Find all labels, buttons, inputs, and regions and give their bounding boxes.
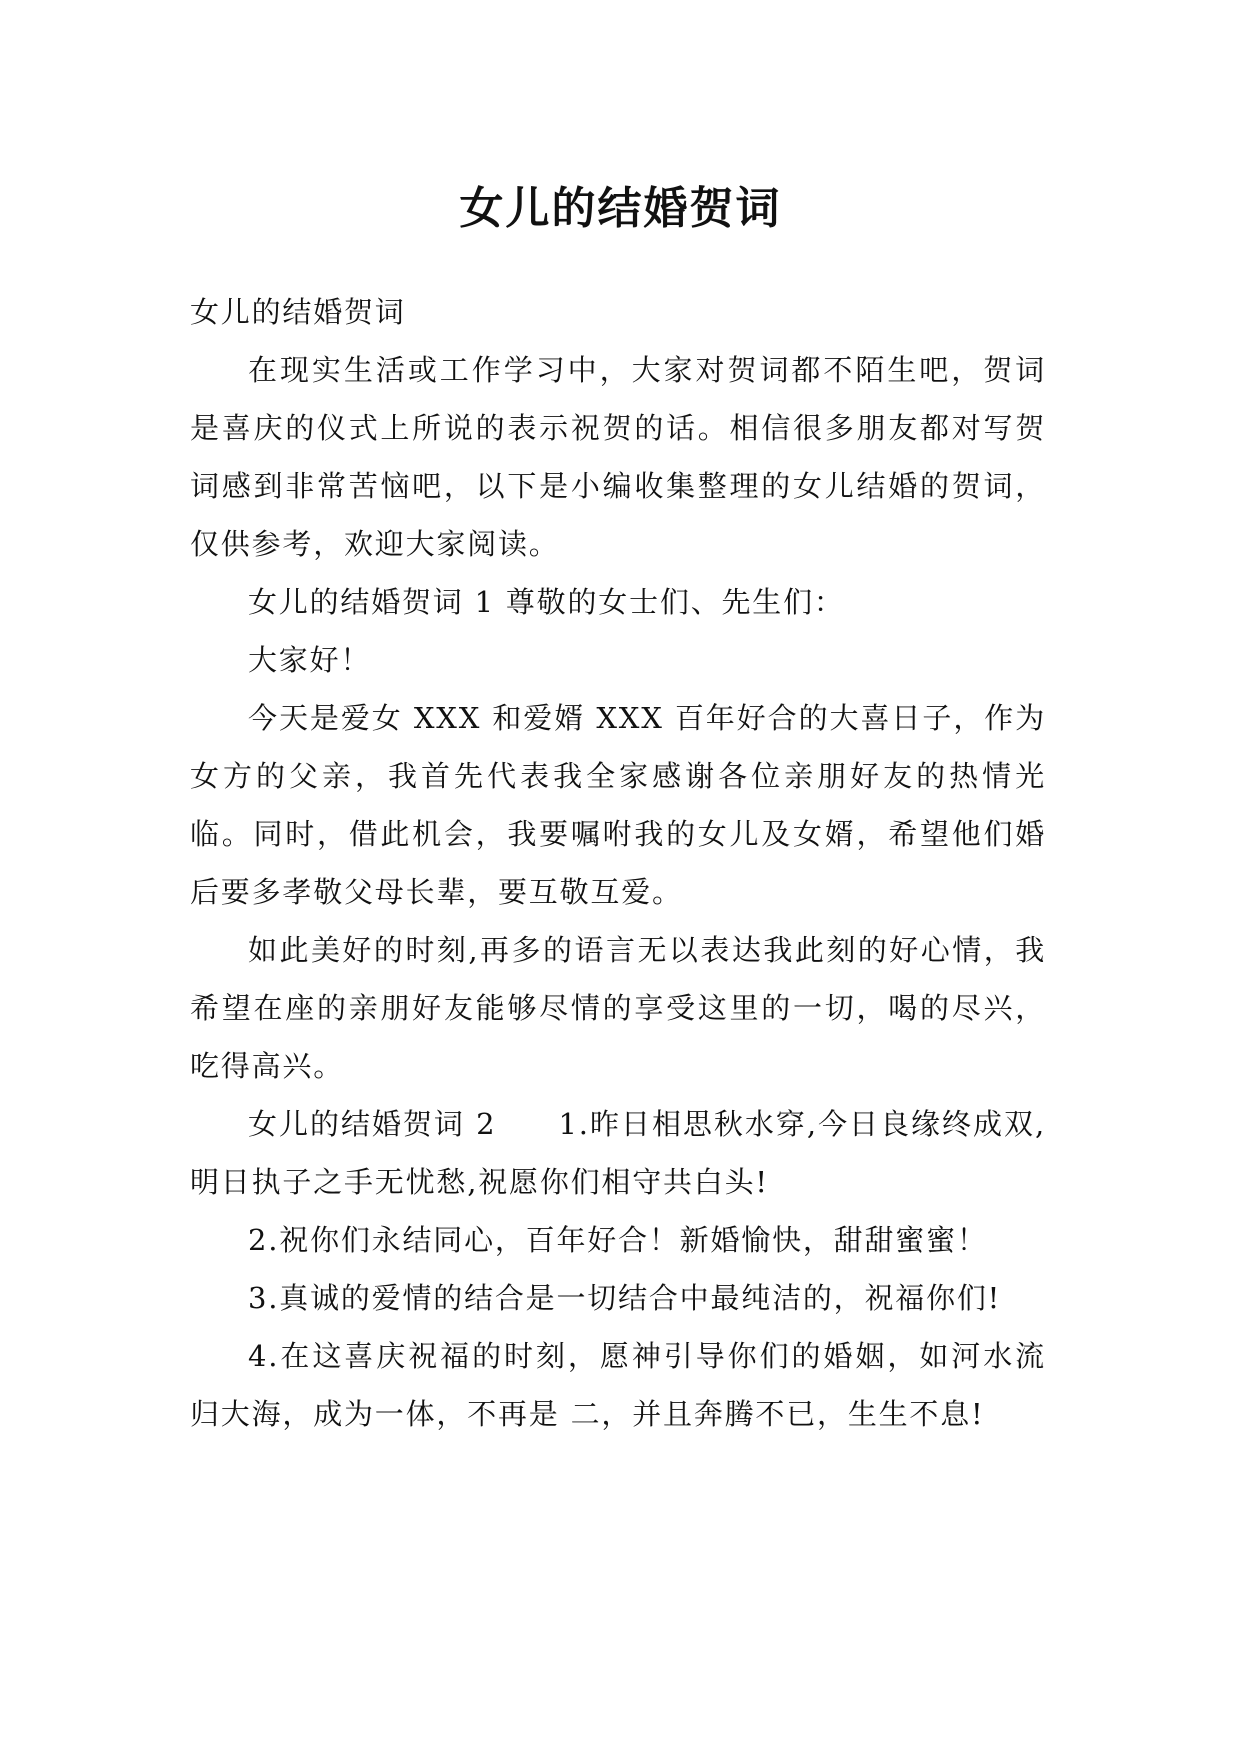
intro-paragraph: 在现实生活或工作学习中，大家对贺词都不陌生吧，贺词是喜庆的仪式上所说的表示祝贺的话。相信很多朋友都对写贺词感到非常苦恼吧，以下是小编收集整理的女儿结婚的贺词，仅供参考，欢迎大家阅读。	[190, 353, 1046, 561]
speech-1-closing: 如此美好的时刻,再多的语言无以表达我此刻的好心情，我希望在座的亲朋好友能够尽情的享受这里的一切，喝的尽兴，吃得高兴。	[190, 933, 1046, 1083]
speech-2-item-4: 4.在这喜庆祝福的时刻，愿神引导你们的婚姻，如河水流归大海，成为一体，不再是 二，并且奔腾不已，生生不息!	[190, 1339, 1046, 1431]
document-title: 女儿的结婚贺词	[459, 183, 782, 235]
speech-1-body: 今天是爱女 XXX 和爱婿 XXX 百年好合的大喜日子，作为女方的父亲，我首先代表我全家感谢各位亲朋好友的热情光临。同时，借此机会，我要嘱咐我的女儿及女婿，希望他们婚后要多孝敬父母长辈，要互敬互爱。	[190, 701, 1046, 909]
speech-1-heading: 女儿的结婚贺词 1 尊敬的女士们、先生们：	[248, 585, 845, 619]
speech-2-item-3: 3.真诚的爱情的结合是一切结合中最纯洁的，祝福你们!	[248, 1281, 1002, 1315]
speech-2-item-2: 2.祝你们永结同心，百年好合！新婚愉快，甜甜蜜蜜！	[248, 1223, 988, 1257]
subtitle-paragraph: 女儿的结婚贺词	[190, 295, 406, 329]
document-body	[190, 283, 1046, 1443]
greeting-paragraph: 大家好！	[248, 643, 372, 677]
speech-2-item-1: 女儿的结婚贺词 2 1.昨日相思秋水穿,今日良缘终成双,明日执子之手无忧愁,祝愿你们相守共白头!	[190, 1107, 1046, 1199]
